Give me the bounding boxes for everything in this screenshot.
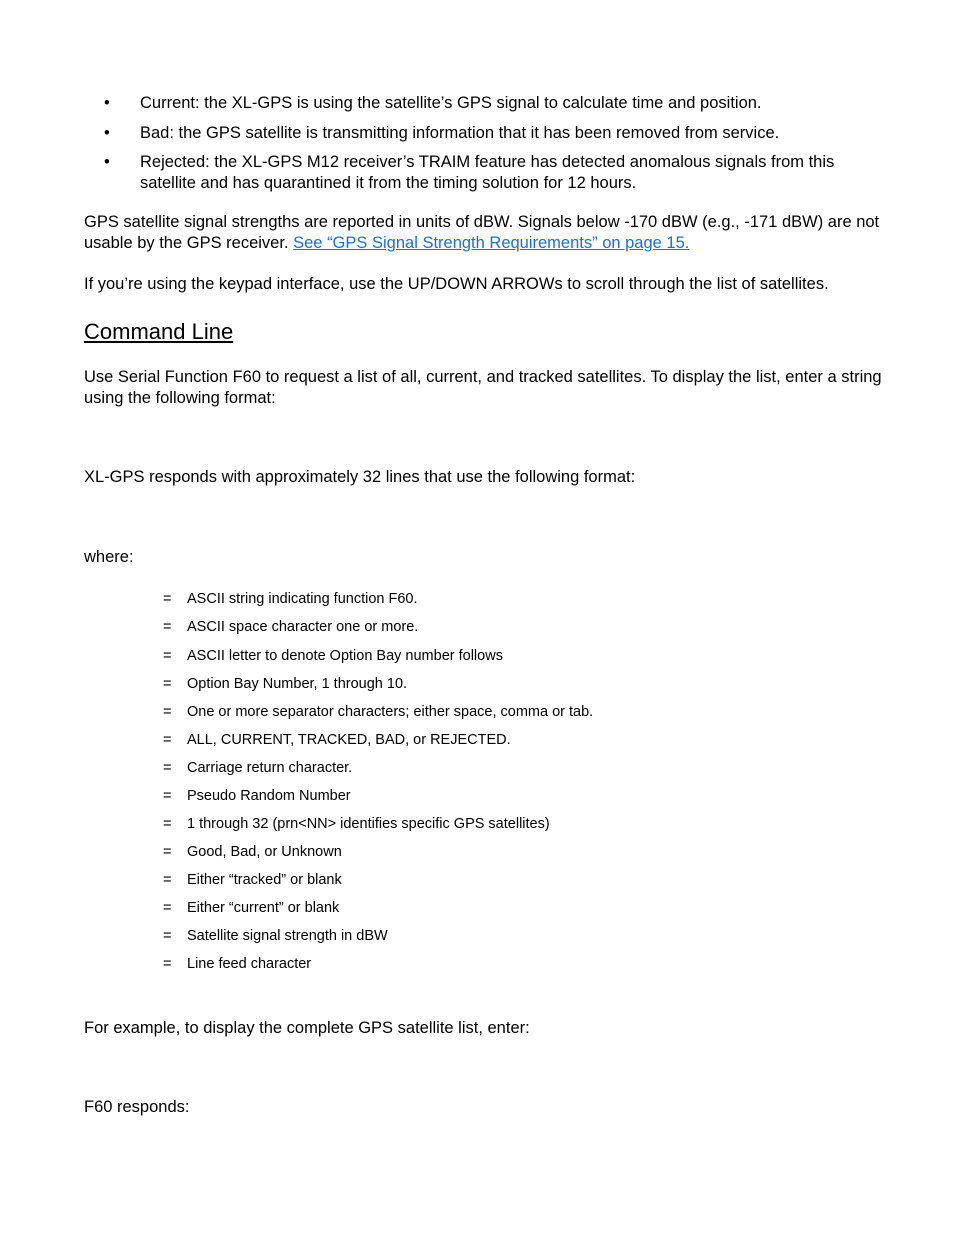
equals-sign: = (163, 760, 172, 776)
signal-strength-text: GPS satellite signal strengths are reported in units of dBW. Signals below -170 dBW (e.g., -171 dBW) are not usable by the GPS receiver. (84, 213, 880, 252)
example-intro-paragraph: For example, to display the complete GPS satellite list, enter: (84, 1019, 530, 1037)
bullet-current: Current: the XL-GPS is using the satellite’s GPS signal to calculate time and position. (140, 94, 762, 112)
f60-responds-label: F60 responds: (84, 1098, 190, 1116)
definition-text: Line feed character (187, 956, 312, 972)
equals-sign: = (163, 704, 172, 720)
definition-row (163, 647, 503, 665)
equals-sign: = (163, 619, 172, 635)
definition-row (163, 675, 407, 693)
keypad-paragraph: If you’re using the keypad interface, use the UP/DOWN ARROWs to scroll through the list of satellites. (84, 275, 829, 293)
bullet-marker: • (104, 153, 110, 171)
definition-text: Carriage return character. (187, 760, 353, 776)
equals-sign: = (163, 788, 172, 804)
definition-text: ASCII string indicating function F60. (187, 591, 418, 607)
equals-sign: = (163, 844, 172, 860)
definition-row (163, 871, 342, 889)
bullet-marker: • (104, 94, 110, 112)
definition-text: ALL, CURRENT, TRACKED, BAD, or REJECTED. (187, 732, 511, 748)
bullet-rejected: Rejected: the XL-GPS M12 receiver’s TRAIM feature has detected anomalous signals from this satellite and has quarantined it from the timing solution for 12 hours. (140, 153, 835, 192)
definition-row (163, 815, 550, 833)
equals-sign: = (163, 872, 172, 888)
definition-text: Satellite signal strength in dBW (187, 928, 388, 944)
equals-sign: = (163, 648, 172, 664)
definition-row (163, 618, 418, 636)
definition-text: Pseudo Random Number (187, 788, 351, 804)
definition-row (163, 843, 342, 861)
equals-sign: = (163, 676, 172, 692)
definition-text: Good, Bad, or Unknown (187, 844, 342, 860)
definition-row (163, 703, 593, 721)
where-label: where: (84, 548, 134, 566)
definition-row (163, 787, 351, 805)
equals-sign: = (163, 816, 172, 832)
definition-row (163, 899, 339, 917)
definition-text: Option Bay Number, 1 through 10. (187, 676, 408, 692)
signal-strength-paragraph (84, 212, 884, 253)
definition-row (163, 927, 388, 945)
equals-sign: = (163, 732, 172, 748)
definition-row (163, 955, 311, 973)
equals-sign: = (163, 956, 172, 972)
equals-sign: = (163, 591, 172, 607)
definition-text: 1 through 32 (prn<NN> identifies specific GPS satellites) (187, 816, 550, 832)
definition-text: ASCII space character one or more. (187, 619, 419, 635)
bullet-bad: Bad: the GPS satellite is transmitting information that it has been removed from service. (140, 124, 780, 142)
definition-text: ASCII letter to denote Option Bay number follows (187, 648, 503, 664)
equals-sign: = (163, 900, 172, 916)
definition-text: Either “tracked” or blank (187, 872, 342, 888)
definition-row (163, 731, 511, 749)
definition-row (163, 759, 352, 777)
f60-intro-paragraph: Use Serial Function F60 to request a list of all, current, and tracked satellites. To display the list, enter a string using the following format: (84, 368, 882, 407)
definition-text: Either “current” or blank (187, 900, 340, 916)
equals-sign: = (163, 928, 172, 944)
signal-strength-link[interactable]: See “GPS Signal Strength Requirements” on page 15. (293, 233, 690, 252)
section-heading: Command Line (84, 319, 234, 344)
bullet-marker: • (104, 124, 110, 142)
definition-row (163, 590, 418, 608)
response-intro-paragraph: XL-GPS responds with approximately 32 lines that use the following format: (84, 468, 636, 486)
definition-text: One or more separator characters; either space, comma or tab. (187, 704, 594, 720)
